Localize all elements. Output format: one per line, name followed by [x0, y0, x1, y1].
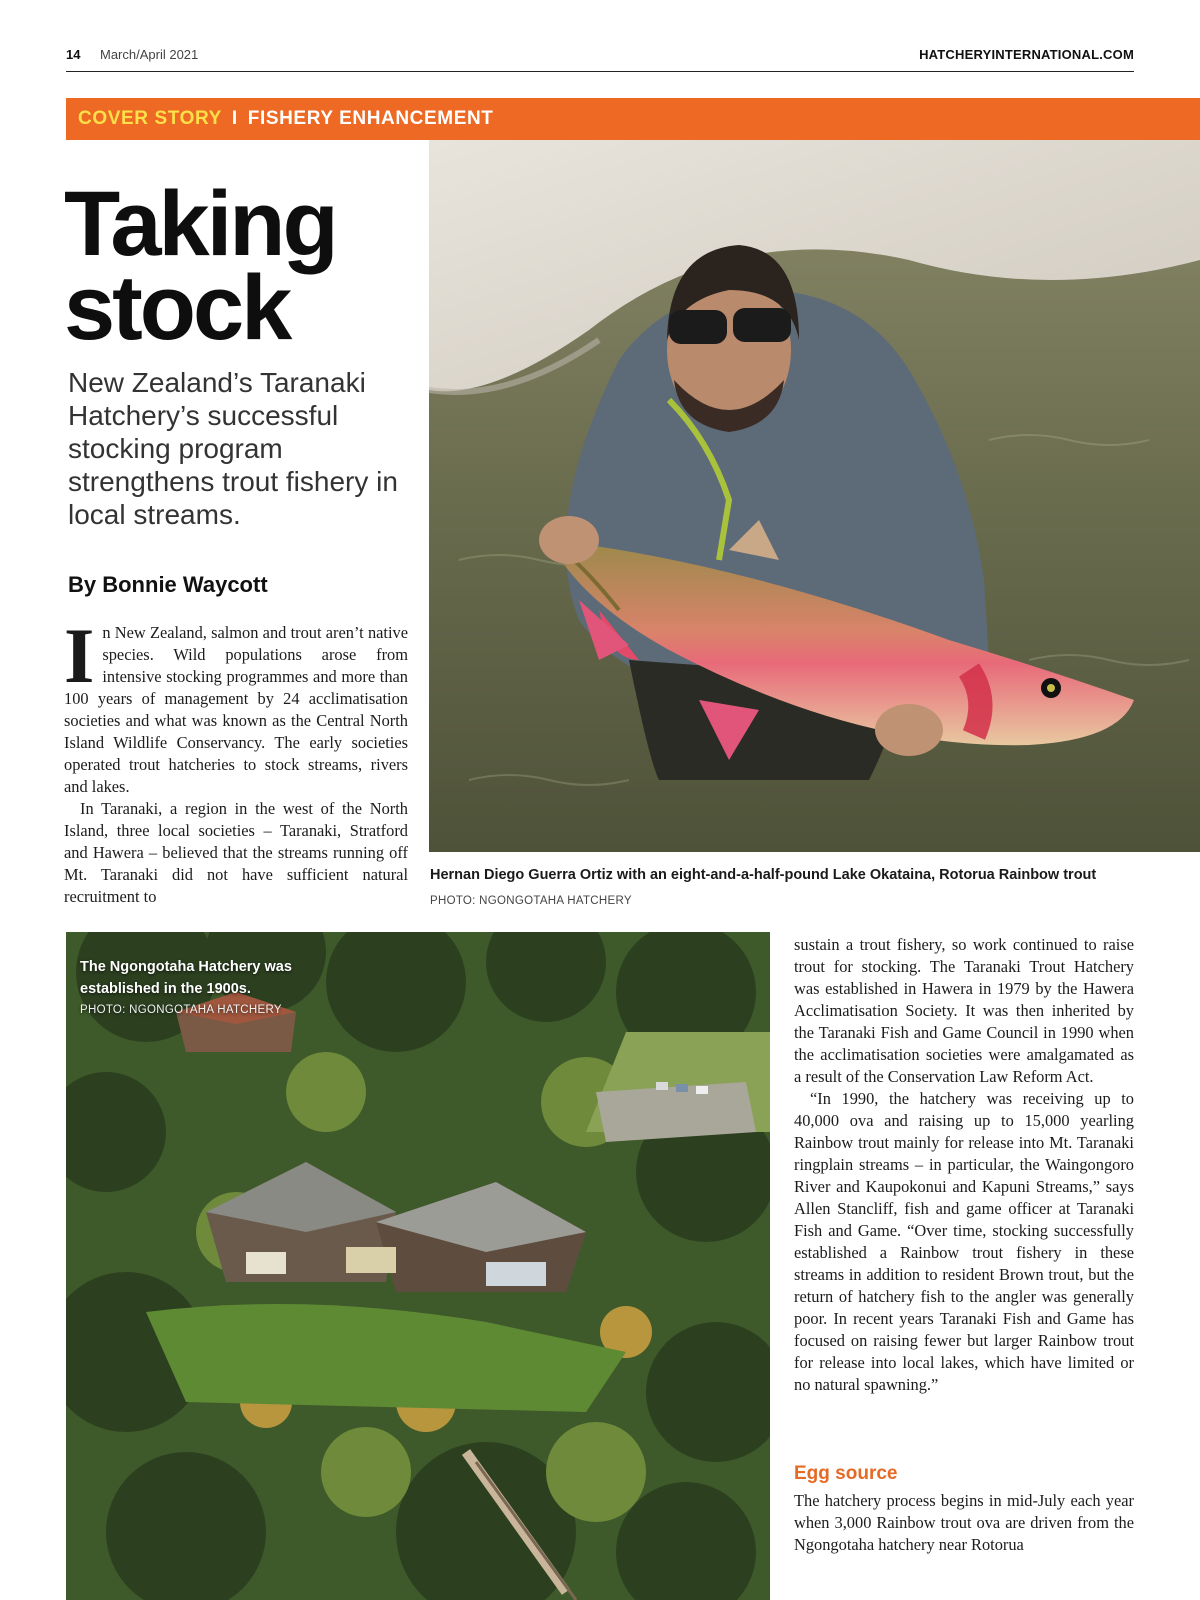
article-column-3	[794, 1490, 1134, 1556]
section-banner	[66, 98, 1200, 140]
page-number: 14	[66, 47, 81, 62]
article-paragraph: In Taranaki, a region in the west of the North Island, three local societies – Taranaki, Stratford and Hawera – believed that the streams running off Mt. Taranaki did not have sufficient natural recruitment to	[64, 799, 408, 906]
section-label: COVER STORY	[78, 108, 222, 129]
headline-line-2: stock	[64, 257, 290, 359]
article-column-1	[64, 612, 408, 908]
photo-angler-with-trout	[429, 140, 1200, 852]
angler-trout-illustration	[429, 140, 1200, 852]
photo-hatchery-aerial	[66, 932, 770, 1600]
issue-date: March/April 2021	[100, 47, 199, 62]
lodge-photo-caption: The Ngongotaha Hatchery was established in the 1900s.	[80, 959, 292, 997]
lodge-photo-credit: PHOTO: NGONGOTAHA HATCHERY	[80, 1004, 282, 1016]
section-topic: FISHERY ENHANCEMENT	[247, 108, 494, 129]
article-deck: New Zealand’s Taranaki Hatchery’s successful stocking program strengthens trout fishery in local streams.	[68, 367, 398, 530]
drop-cap: I	[64, 612, 95, 699]
section-separator: I	[231, 108, 238, 129]
article-byline: By Bonnie Waycott	[68, 572, 268, 597]
hatchery-aerial-illustration	[66, 932, 770, 1600]
headline-line-1: Taking	[64, 173, 336, 275]
article-column-2	[794, 934, 1134, 1396]
main-photo-credit: PHOTO: NGONGOTAHA HATCHERY	[430, 895, 632, 907]
article-paragraph: The hatchery process begins in mid-July each year when 3,000 Rainbow trout ova are driven from the Ngongotaha hatchery near Rotorua	[794, 1491, 1134, 1554]
main-photo-caption: Hernan Diego Guerra Ortiz with an eight-and-a-half-pound Lake Okataina, Rotorua Rainbow trout	[430, 867, 1097, 883]
article-paragraph	[64, 612, 408, 798]
article-paragraph: “In 1990, the hatchery was receiving up to 40,000 ova and raising up to 15,000 yearling Rainbow trout mainly for release into Mt. Taranaki ringplain streams – in particular, the Waingongoro River and Kaupokonui and Kapuni Streams,” says Allen Stancliff, fish and game officer at Taranaki Fish and Game. “Over time, stocking successfully established a Rainbow trout fishery in these streams in addition to resident Brown trout, but the return of hatchery fish to the angler was generally poor. In recent years Taranaki Fish and Game has focused on raising fewer but larger Rainbow trout for release into local lakes, which have limited or no natural spawning.”	[794, 1089, 1134, 1394]
page-header	[66, 44, 1134, 72]
paragraph-text: n New Zealand, salmon and trout aren’t native species. Wild populations arose from intensive stocking programmes and more than 100 years of management by 24 acclimatisation societies and what was known as the Central North Island Wildlife Conservancy. The early societies operated trout hatcheries to stock streams, rivers and lakes.	[64, 623, 408, 796]
article-headline	[64, 173, 404, 359]
article-subhead: Egg source	[794, 1463, 898, 1484]
site-url: HATCHERYINTERNATIONAL.COM	[919, 47, 1134, 62]
article-paragraph: sustain a trout fishery, so work continued to raise trout for stocking. The Taranaki Trout Hatchery was established in Hawera in 1979 by the Hawera Acclimatisation Society. It was then inherited by the Taranaki Fish and Game Council in 1990 when the acclimatisation societies were amalgamated as a result of the Conservation Law Reform Act.	[794, 935, 1134, 1086]
